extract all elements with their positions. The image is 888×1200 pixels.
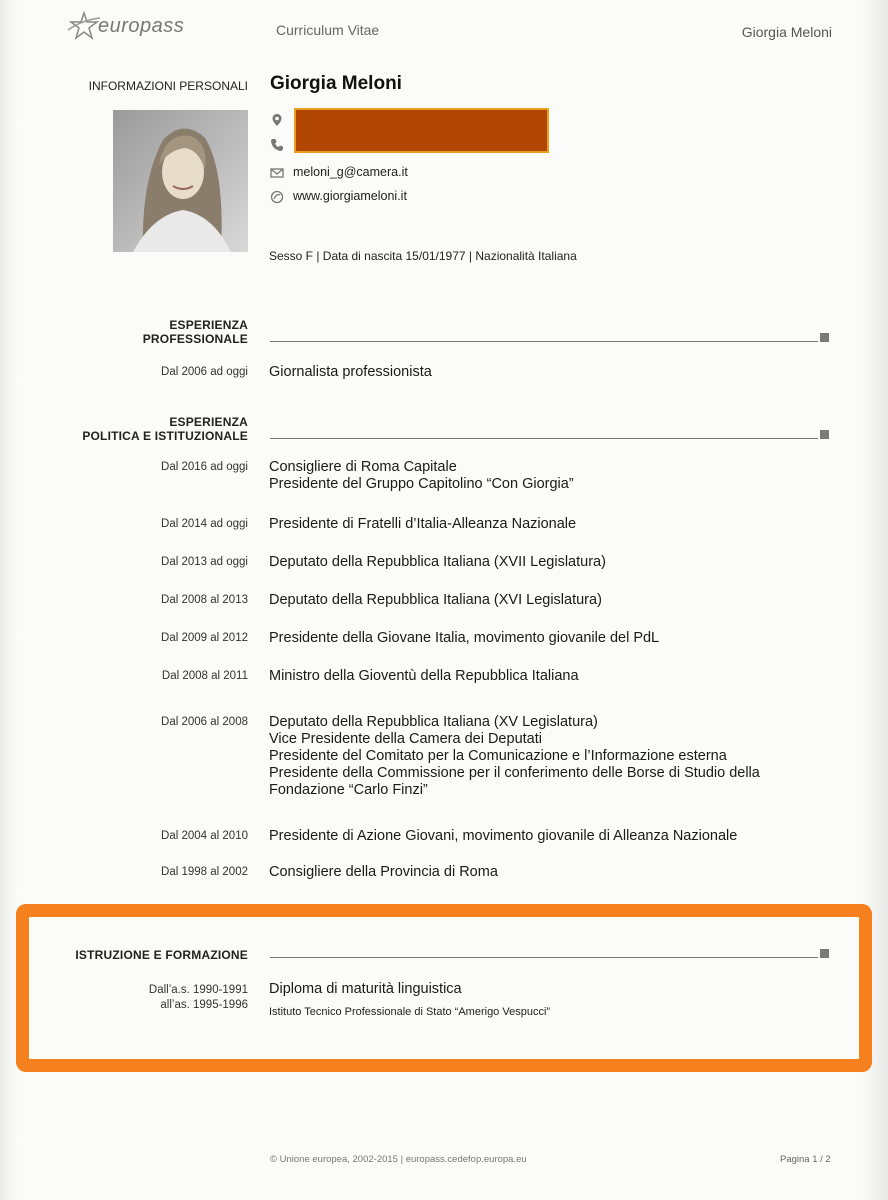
entry-period: Dal 2008 al 2013 (161, 594, 248, 606)
entry-line: Giornalista professionista (269, 364, 432, 380)
entry-line: Deputato della Repubblica Italiana (XV Legislatura) (269, 714, 598, 730)
section-rule (270, 438, 818, 439)
header-name: Giorgia Meloni (741, 24, 832, 40)
education-institution: Istituto Tecnico Professionale di Stato “Amerigo Vespucci” (269, 1006, 551, 1018)
entry-description (269, 714, 849, 799)
page-number: Pagina 1 / 2 (780, 1154, 831, 1165)
entry-line: Presidente di Azione Giovani, movimento giovanile di Alleanza Nazionale (269, 828, 738, 844)
section-rule (270, 341, 818, 342)
entry-line: Consigliere di Roma Capitale (269, 459, 457, 475)
professional-experience-heading (0, 318, 248, 346)
entry-line: Deputato della Repubblica Italiana (XVI Legislatura) (269, 592, 602, 608)
section-rule-marker (820, 333, 829, 342)
entry-line: Fondazione “Carlo Finzi” (269, 782, 428, 798)
heading-line: ESPERIENZA (169, 415, 248, 429)
entry-description (269, 592, 849, 609)
email-icon (270, 166, 284, 180)
website-link[interactable]: www.giorgiameloni.it (293, 189, 407, 203)
entry-line: Deputato della Repubblica Italiana (XVII Legislatura) (269, 554, 606, 570)
heading-line: POLITICA E ISTITUZIONALE (82, 429, 248, 443)
entry-description (269, 630, 849, 647)
entry-period: Dal 2008 al 2011 (161, 670, 248, 682)
phone-icon (270, 138, 284, 152)
entry-period: Dal 2006 ad oggi (161, 366, 248, 378)
education-period (0, 983, 248, 1013)
entry-period: Dal 2016 ad oggi (161, 461, 248, 473)
period-line: all’as. 1995-1996 (160, 999, 248, 1011)
political-experience-heading (0, 415, 248, 443)
entry-description (269, 668, 849, 685)
entry-description (269, 864, 849, 881)
personal-info-label: INFORMAZIONI PERSONALI (88, 79, 248, 93)
entry-description (269, 554, 849, 571)
heading-line: PROFESSIONALE (142, 332, 248, 346)
personal-details: Sesso F | Data di nascita 15/01/1977 | Nazionalità Italiana (269, 249, 577, 263)
entry-description (269, 364, 849, 381)
location-pin-icon (270, 113, 284, 127)
entry-description (269, 828, 849, 845)
entry-period: Dal 2013 ad oggi (161, 556, 248, 568)
entry-line: Presidente del Gruppo Capitolino “Con Giorgia” (269, 476, 574, 492)
entry-period: Dal 2009 al 2012 (161, 632, 248, 644)
footer-copyright: © Unione europea, 2002-2015 | europass.cedefop.europa.eu (270, 1154, 527, 1165)
entry-line: Diploma di maturità linguistica (269, 981, 462, 997)
email-link[interactable]: meloni_g@camera.it (293, 165, 408, 179)
section-rule-marker (820, 949, 829, 958)
entry-period: Dal 2004 al 2010 (161, 830, 248, 842)
entry-line: Consigliere della Provincia di Roma (269, 864, 498, 880)
redacted-contact-block (294, 108, 549, 153)
entry-description (269, 459, 849, 493)
entry-line: Ministro della Gioventù della Repubblica Italiana (269, 668, 579, 684)
education-heading: ISTRUZIONE E FORMAZIONE (75, 948, 248, 962)
entry-line: Presidente di Fratelli d’Italia-Alleanza Nazionale (269, 516, 577, 532)
entry-period: Dal 2014 ad oggi (161, 518, 248, 530)
entry-description (269, 516, 849, 533)
entry-line: Presidente del Comitato per la Comunicazione e l’Informazione esterna (269, 748, 727, 764)
section-rule (270, 957, 818, 958)
candidate-name: Giorgia Meloni (270, 73, 402, 94)
education-title (269, 981, 849, 998)
entry-period: Dal 1998 al 2002 (161, 866, 248, 878)
website-icon (270, 190, 284, 204)
profile-photo (113, 110, 248, 252)
document-title: Curriculum Vitae (276, 22, 380, 38)
entry-line: Vice Presidente della Camera dei Deputati (269, 731, 542, 747)
heading-line: ESPERIENZA (169, 318, 248, 332)
entry-line: Presidente della Commissione per il conferimento delle Borse di Studio della (269, 765, 760, 781)
entry-line: Presidente della Giovane Italia, movimento giovanile del PdL (269, 630, 660, 646)
europass-logo-text: europass (98, 15, 185, 37)
section-rule-marker (820, 430, 829, 439)
entry-period: Dal 2006 al 2008 (161, 716, 248, 728)
period-line: Dall’a.s. 1990-1991 (148, 984, 248, 996)
